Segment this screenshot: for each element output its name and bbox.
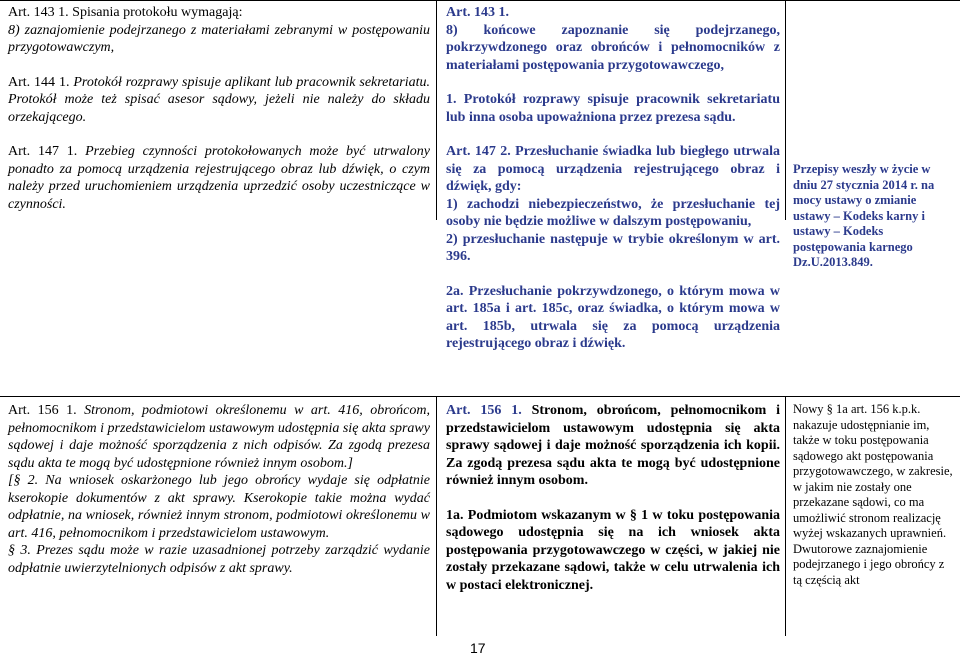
new-art-147-item2: 2) przesłuchanie następuje w trybie określonym w art. 396. xyxy=(446,231,780,264)
table-top-border xyxy=(0,0,960,1)
art-156-body: Stronom, podmiotowi określonemu w art. 416, obrońcom, pełnomocnikom i przedstawicielom ustawowym udostępnia się akta sprawy sądowej i daje możność sporządzenia z nich odpisów. Za zgodą prezesa sądu akta te mogą być udostępnione również innym osobom.] xyxy=(8,403,430,471)
art-156-par2: [§ 2. Na wniosek oskarżonego lub jego obrońcy wydaje się odpłatnie kserokopie dokumentów z akt sprawy. Kserokopie takie można wydać odpłatnie, na wniosek, również innym stronom, podmiotowi określonemu w art. 416, pełnomocnikom i przedstawicielom ustawowym. xyxy=(8,473,430,541)
row-divider xyxy=(0,396,960,397)
new-text-cell-1 xyxy=(446,4,780,353)
new-art-156-body: Stronom, obrońcom, pełnomocnikom i przedstawicielom ustawowym udostępnia się akta sprawy sądowej i daje możność sporządzenia ich kopii. Za zgodą prezesa sądu akta te mogą być udostępnione również innym osobom. xyxy=(446,403,780,488)
comment-cell-1 xyxy=(793,162,955,271)
new-art-143-body: 8) końcowe zapoznanie się podejrzanego, pokrzywdzonego oraz obrońców i pełnomocników z materiałami postępowania przygotowawczego, xyxy=(446,22,780,73)
old-text-cell-1 xyxy=(8,4,430,213)
new-art-147-body: 2. Przesłuchanie świadka lub biegłego utrwala się za pomocą urządzenia rejestrującego obraz i dźwięk, gdy: xyxy=(446,144,780,194)
comment-text-1: Przepisy weszły w życie w dniu 27 stycznia 2014 r. na mocy ustawy o zmianie ustawy – Kodeks karny i ustawy – Kodeks postępowania karnego Dz.U.2013.849. xyxy=(793,162,935,269)
new-art-147-2a: 2a. Przesłuchanie pokrzywdzonego, o którym mowa w art. 185a i art. 185c, oraz świadka, o którym mowa w art. 185b, utrwala się za pomocą urządzenia rejestrującego obraz i dźwięk. xyxy=(446,283,780,351)
page-number: 17 xyxy=(470,640,486,656)
art-144-head: Art. 144 1. xyxy=(8,74,70,90)
art-156-par3: § 3. Prezes sądu może w razie uzasadnionej potrzeby zarządzić wydanie odpłatnie uwierzytelnionych odpisów z akt sprawy. xyxy=(8,543,430,576)
new-art-156-head: Art. 156 1. xyxy=(446,403,522,418)
art-156-head: Art. 156 1. xyxy=(8,403,77,418)
comment-text-2: Nowy § 1a art. 156 k.p.k. nakazuje udostępnianie im, także w toku postępowania sądowego akt postępowania przygotowawczego, w zakresie, w jakim nie zostały one przekazane sądowi, co ma umożliwić stronom realizację wyżej wskazanych uprawnień. Dwutorowe zaznajomienie podejrzanego i jego obrońcy z tą częścią akt xyxy=(793,402,953,587)
art-147-head: Art. 147 1. xyxy=(8,144,78,159)
new-art-147-head: Art. 147 xyxy=(446,144,496,159)
art-147-body: Przebieg czynności protokołowanych może być utrwalony ponadto za pomocą urządzenia rejestrującego obraz lub dźwięk, o czym należy przed uruchomieniem urządzenia uprzedzić osoby uczestniczące w czynności. xyxy=(8,144,430,212)
art-144-body: Protokół rozprawy spisuje aplikant lub pracownik sekretariatu. Protokół może też spisać asesor sądowy, jeżeli nie należy do składu orzekającego. xyxy=(8,74,431,125)
art-143-head: Art. 143 1. Spisania protokołu wymagają: xyxy=(8,5,243,20)
column-divider-2 xyxy=(785,0,786,220)
new-text-cell-2 xyxy=(446,402,780,594)
column-divider-1 xyxy=(436,0,437,220)
comment-cell-2 xyxy=(793,402,955,588)
new-art-143-head: Art. 143 1. xyxy=(446,5,509,20)
old-text-cell-2 xyxy=(8,402,430,577)
column-divider-1b xyxy=(436,396,437,636)
new-art-156-1a: 1a. Podmiotom wskazanym w § 1 w toku postępowania sądowego udostępnia się na ich wniosek akta postępowania przygotowawczego w części, w jakiej nie zostały przekazane sądowi, także w celu utrwalenia ich w postaci elektronicznej. xyxy=(446,507,780,593)
art-143-body: 8) zaznajomienie podejrzanego z materiałami zebranymi w postępowaniu przygotowawczym, xyxy=(8,22,430,55)
column-divider-2b xyxy=(785,396,786,636)
new-art-147-item1: 1) zachodzi niebezpieczeństwo, że przesłuchanie tej osoby nie będzie możliwe w dalszym postępowaniu, xyxy=(446,196,780,229)
new-art-144-text: 1. Protokół rozprawy spisuje pracownik sekretariatu lub inna osoba upoważniona przez prezesa sądu. xyxy=(446,92,780,125)
